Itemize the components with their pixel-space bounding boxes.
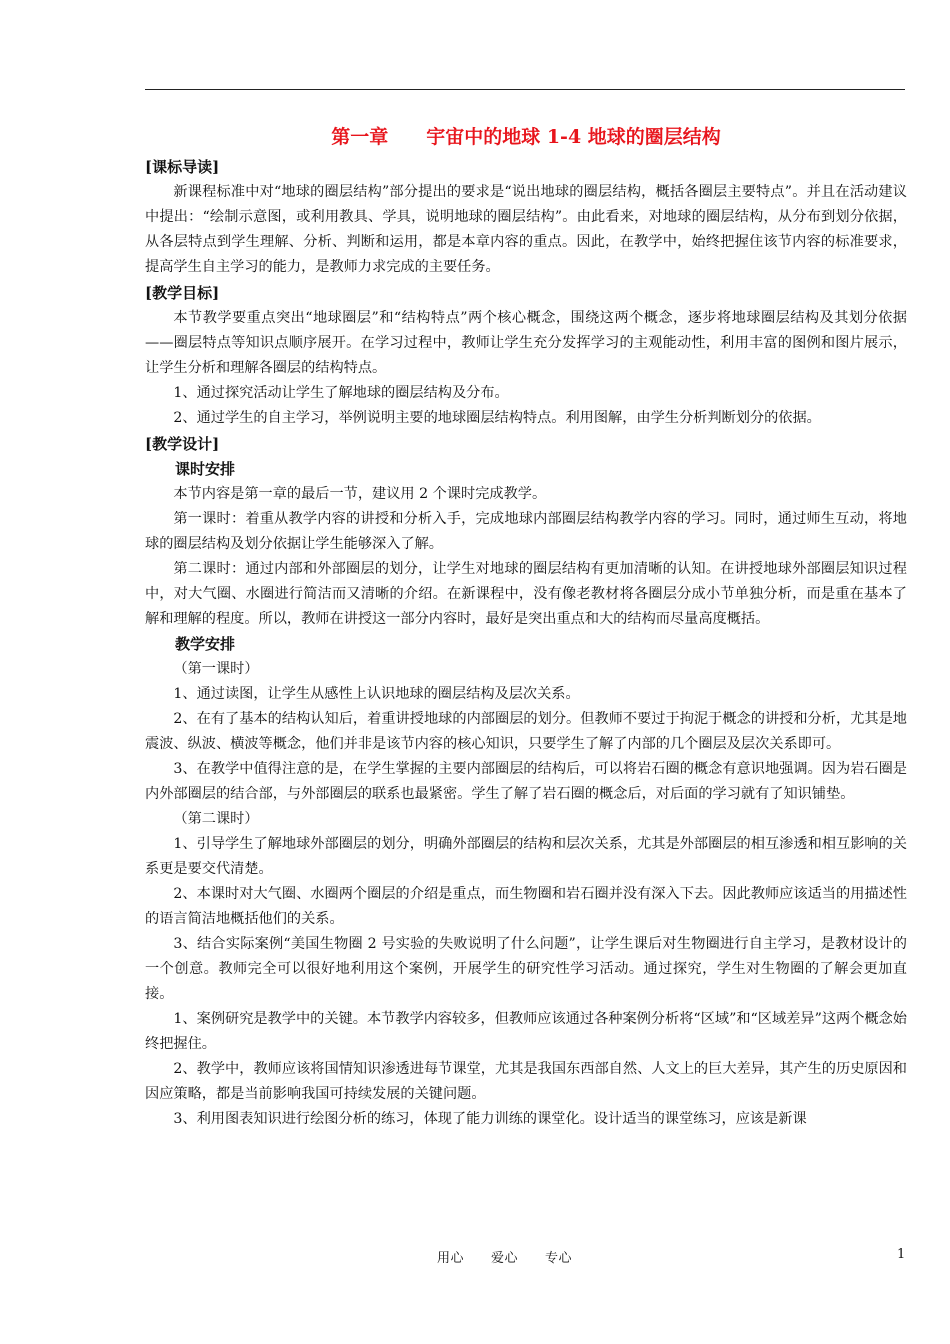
paragraph: 本节教学要重点突出“地球圈层”和“结构特点”两个核心概念，围绕这两个概念，逐步将地球圈层结构及其划分依据——圈层特点等知识点顺序展开。在学习过程中，教师让学生充分发挥学习的主观能动性，利用丰富的图例和图片展示，让学生分析和理解各圈层的结构特点。 — [145, 310, 907, 376]
paragraph: 1、引导学生了解地球外部圈层的划分，明确外部圈层的结构和层次关系，尤其是外部圈层的相互渗透和相互影响的关系更是要交代清楚。 — [145, 836, 907, 877]
footer-motto: 用心 爱心 专心 — [437, 1251, 573, 1266]
paragraph: 1、通过探究活动让学生了解地球的圈层结构及分布。 — [173, 385, 509, 401]
paragraph: 3、利用图表知识进行绘图分析的练习，体现了能力训练的课堂化。设计适当的课堂练习，应该是新课 — [173, 1111, 807, 1127]
paragraph: 1、通过读图，让学生从感性上认识地球的圈层结构及层次关系。 — [173, 686, 580, 702]
section-heading-teaching-design: [教学设计] — [145, 435, 220, 453]
paragraph: 3、在教学中值得注意的是，在学生掌握的主要内部圈层的结构后，可以将岩石圈的概念有意识地强调。因为岩石圈是内外部圈层的结合部，与外部圈层的联系也最紧密。学生了解了岩石圈的概念后，对后面的学习就有了知识铺垫。 — [145, 761, 907, 802]
page-number: 1 — [897, 1247, 906, 1262]
section-heading-teaching-goals: [教学目标] — [145, 284, 220, 302]
lesson-label-second: （第二课时） — [173, 811, 259, 827]
paragraph: 2、在有了基本的结构认知后，着重讲授地球的内部圈层的划分。但教师不要过于拘泥于概念的讲授和分析，尤其是地震波、纵波、横波等概念，他们并非是该节内容的核心知识，只要学生了解了内部的几个圈层及层次关系即可。 — [145, 711, 907, 752]
paragraph: 1、案例研究是教学中的关键。本节教学内容较多，但教师应该通过各种案例分析将“区域”和“区域差异”这两个概念始终把握住。 — [145, 1011, 907, 1052]
paragraph: 新课程标准中对“地球的圈层结构”部分提出的要求是“说出地球的圈层结构，概括各圈层主要特点”。并且在活动建议中提出：“绘制示意图，或利用教具、学具，说明地球的圈层结构”。由此看来，对地球的圈层结构，从分布到划分依据，从各层特点到学生理解、分析、判断和运用，都是本章内容的重点。因此，在教学中，始终把握住该节内容的标准要求，提高学生自主学习的能力，是教师力求完成的主要任务。 — [145, 184, 907, 275]
section-heading-curriculum-guide: [课标导读] — [145, 158, 220, 176]
paragraph: 本节内容是第一章的最后一节，建议用 2 个课时完成教学。 — [173, 486, 547, 502]
paragraph: 2、本课时对大气圈、水圈两个圈层的介绍是重点，而生物圈和岩石圈并没有深入下去。因此教师应该适当的用描述性的语言简洁地概括他们的关系。 — [145, 886, 907, 927]
subheading-schedule: 课时安排 — [175, 460, 236, 478]
paragraph: 2、教学中，教师应该将国情知识渗透进每节课堂，尤其是我国东西部自然、人文上的巨大差异，其产生的历史原因和因应策略，都是当前影响我国可持续发展的关键问题。 — [145, 1061, 907, 1102]
paragraph: 第二课时：通过内部和外部圈层的划分，让学生对地球的圈层结构有更加清晰的认知。在讲授地球外部圈层知识过程中，对大气圈、水圈进行简洁而又清晰的介绍。在新课程中，没有像老教材将各圈层分成小节单独分析，而是重在基本了解和理解的程度。所以，教师在讲授这一部分内容时，最好是突出重点和大的结构而尽量高度概括。 — [145, 561, 907, 627]
document-title: 第一章 宇宙中的地球 1-4 地球的圈层结构 — [331, 126, 721, 148]
document-body — [145, 122, 907, 1132]
lesson-label-first: （第一课时） — [173, 661, 259, 677]
paragraph: 第一课时：着重从教学内容的讲授和分析入手，完成地球内部圈层结构教学内容的学习。同时，通过师生互动，将地球的圈层结构及划分依据让学生能够深入了解。 — [145, 511, 907, 552]
header-rule — [145, 89, 905, 90]
paragraph: 3、结合实际案例“美国生物圈 2 号实验的失败说明了什么问题”，让学生课后对生物圈进行自主学习，是教材设计的一个创意。教师完全可以很好地利用这个案例，开展学生的研究性学习活动。通过探究，学生对生物圈的了解会更加直接。 — [145, 936, 907, 1002]
paragraph: 2、通过学生的自主学习，举例说明主要的地球圈层结构特点。利用图解，由学生分析判断划分的依据。 — [173, 410, 821, 426]
subheading-arrangement: 教学安排 — [175, 635, 236, 653]
